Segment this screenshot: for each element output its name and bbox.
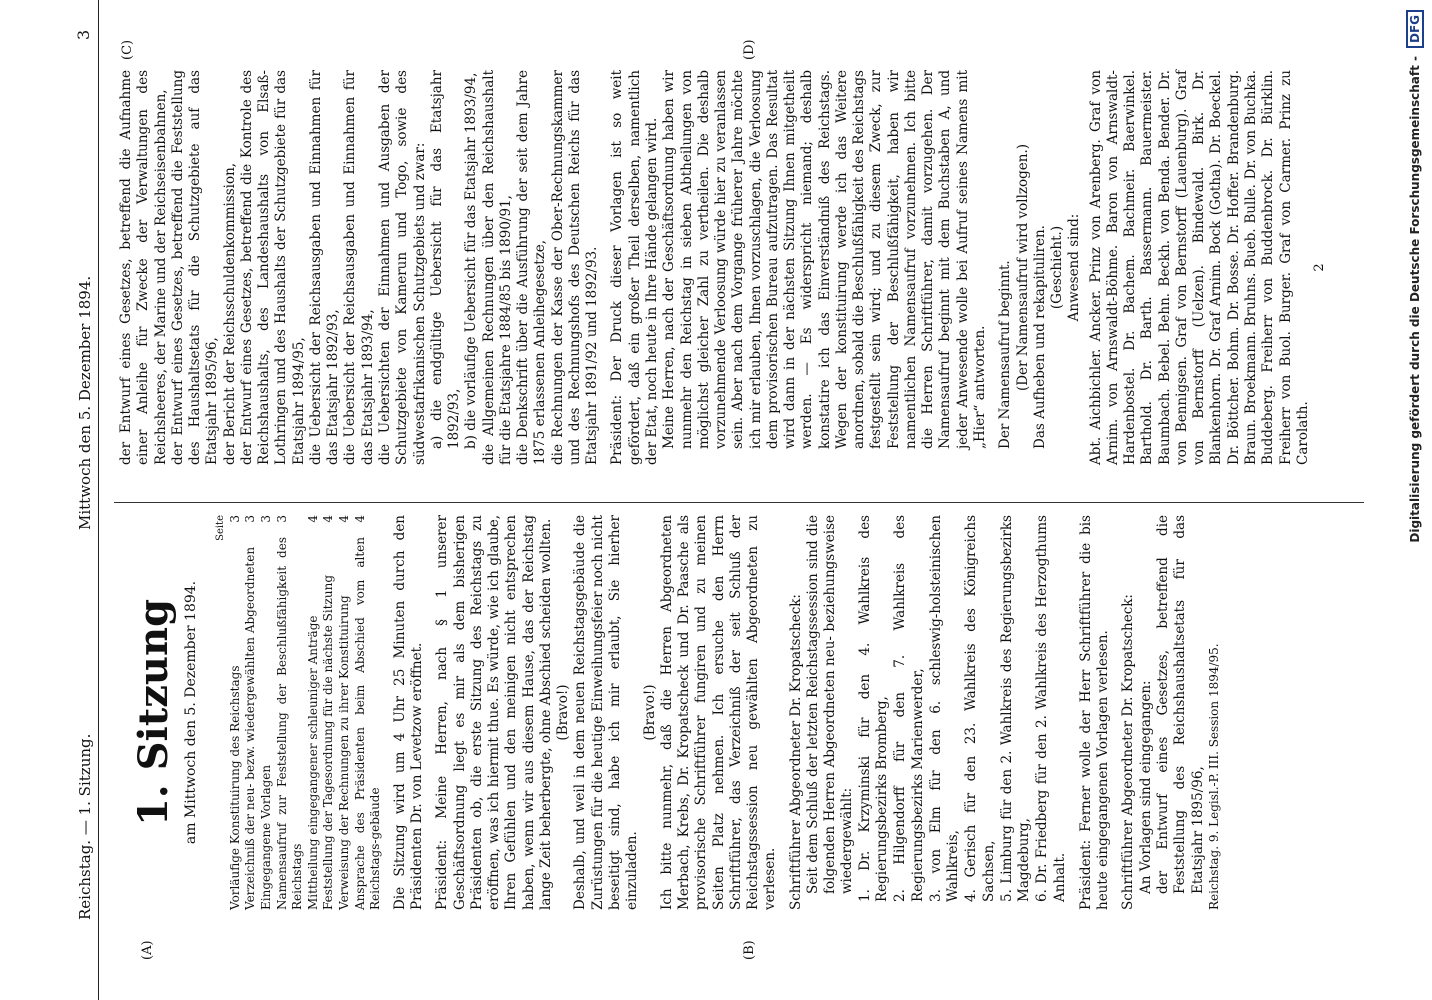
list-item: 1. Dr. Krzyminski für den 4. Wahlkreis des Regierungsbezirks Bromberg, (856, 515, 890, 902)
list-item: die Uebersicht der Reichsausgaben und Einnahmen für das Etatsjahr 1893/94, (342, 70, 376, 465)
list-item: die Uebersichten der Einnahmen und Ausgaben der Schutzgebiete von Kamerun und Togo, sowie des südwestafrikanischen Schutzgebiets und zwar: (376, 70, 428, 465)
page-footer: Reichstag. 9. Legisl.-P. III. Session 1894/95. (1206, 643, 1221, 910)
session-date: am Mittwoch den 5. Dezember 1894. (183, 580, 200, 845)
toc-item: Mittheilung eingegangener schleuniger Anträge 4 (305, 515, 320, 910)
president-speech-2: Präsident: Ferner wolle der Herr Schriftführer die bis heute eingegangenen Vorlagen verlesen. (1077, 515, 1112, 910)
paragraph-2: Deshalb, und weil in dem neuen Reichstagsgebäude die Zurüstungen für die heutige Einweihungsfeier noch nicht beseitigt sind, habe ich mir erlaubt, Sie hierher einzuladen. (572, 515, 641, 910)
secretary-speaker-1: Schriftführer Abgeordneter Dr. Kropatscheck: (787, 594, 804, 910)
list-item: 5. Limburg für den 2. Wahlkreis des Regierungsbezirks Magdeburg, (998, 515, 1033, 902)
secretary-item-2: der Entwurf eines Gesetzes, betreffend die Feststellung des Reichshaushaltsetats für das Etatsjahr 1895/96, (1154, 515, 1206, 894)
list-item: die Rechnungen der Kasse der Ober-Rechnungskammer und des Rechnungshofs des Deutschen Reichs für das Etatsjahr 1891/92 und 1892/93. (549, 70, 601, 465)
bravo-note: (Bravo!) (555, 684, 572, 741)
list-item: der Bericht der Reichsschuldenkommission, (221, 162, 238, 465)
list-item: 6. Dr. Friedberg für den 2. Wahlkreis des Herzogthums Anhalt. (1034, 515, 1068, 902)
president-speech-3: Präsident: Der Druck dieser Vorlagen ist so weit gefördert, daß ein großer Theil derselben, namentlich der Etat, noch heute in Ihre Hände gelangen wird. (609, 70, 660, 465)
recap-note: Das Aufheben und rekapituliren. (1031, 225, 1048, 449)
margin-mark-d: (D) (742, 39, 757, 60)
opening-paragraph: Die Sitzung wird um 4 Uhr 25 Minuten durch den Präsidenten Dr. von Levetzow eröffnet. (391, 515, 426, 910)
secretary-speaker-2: Schriftführer Abgeordneter Dr. Kropatscheck: (1120, 594, 1137, 910)
margin-mark-c: (C) (120, 39, 135, 60)
list-item: 3. von Elm für den 6. schleswig-holsteinischen Wahlkreis, (927, 515, 962, 902)
present-heading: Anwesend sind: (1066, 213, 1083, 322)
list-item: die Allgemeinen Rechnungen über den Reichshaushalt für die Etatsjahre 1884/85 bis 1890/91, (480, 70, 514, 465)
list-item: der Entwurf eines Gesetzes, betreffend die Feststellung des Haushaltsetats für die Schutzgebiete auf das Etatsjahr 1895/96, (169, 70, 221, 465)
left-column (118, 515, 1222, 910)
dfg-logo: DFG (1406, 10, 1424, 48)
paragraph-3: Ich bitte nunmehr, daß die Herren Abgeordneten Merbach, Krebs, Dr. Kropatscheck und Dr. Paasche als provisorische Schriftführer fungiren und zu meinen Seiten Platz nehmen. Ich ersuche den Herrn Schriftführer, das Verzeichniß der seit Schluß der Reichstagssession neu gewählten Abgeordneten zu verlesen. (658, 515, 779, 910)
header-left: Reichstag. — 1. Sitzung. (76, 733, 94, 920)
list-item: a) die endgültige Uebersicht für das Etatsjahr 1892/93, (428, 70, 463, 449)
column-divider (114, 502, 1364, 503)
list-item: 2. Hilgendorff für den 7. Wahlkreis des Regierungsbezirks Marienwerder, (892, 515, 926, 902)
secretary-text-2: An Vorlagen sind eingegangen: (1137, 680, 1154, 894)
bills-list (118, 70, 601, 465)
table-of-contents (228, 515, 384, 910)
toc-item: Ansprache des Präsidenten beim Abschied vom alten Reichstags-gebäude 4 (352, 515, 383, 910)
secretary-text-1: Seit dem Schluß der letzten Reichstagssession sind die folgenden Herren Abgeordneten neu- beziehungsweise wiedergewählt: (804, 515, 856, 894)
dfg-notice-strip (1398, 0, 1432, 1000)
toc-item: Vorläufige Konstituirung des Reichstags 3 (227, 515, 242, 910)
list-item: die Denkschrift über die Ausführung der seit dem Jahre 1875 erlassenen Anleihegesetze, (515, 70, 549, 465)
roll-call-begins: Der Namensaufruf beginnt. (997, 260, 1014, 449)
list-item: 4. Gerisch für den 23. Wahlkreis des Königreichs Sachsen, (963, 515, 997, 902)
attendee-list: Abt. Aichbichler. Ancker. Prinz von Arenberg. Graf von Arnim. von Arnswaldt-Böhme. Baron von Arnswaldt-Hardenbostel. Dr. Bachem. Bachmeir. Baerwinkel. Barthold. Dr. Barth. Bassermann. Bauermeister. Baumbach. Bebel. Behn. Beckh. von Benda. Bender. Dr. von Bennigsen. Graf von Bernstorff (Lauenburg). Graf von Bernstorff (Uelzen). Bindewald. Birk. Dr. Blankenhorn. Dr. Graf Arnim. Bock (Gotha). Dr. Boeckel. Dr. Böttcher. Bohm. Dr. Bosse. Dr. Hoffer. Brandenburg. Braun. Broekmann. Bruhns. Bueb. Bulle. Dr. von Buchka. Buddeberg. Freiherr von Buddenbrock. Dr. Bürklin. Freiherr von Buol. Burger. Graf von Carmer. Prinz zu Carolath. (1087, 70, 1311, 465)
bravo-note-2: (Bravo!) (641, 684, 658, 741)
list-item: der Entwurf eines Gesetzes, betreffend die Kontrole des Reichshaushalts, des Landeshaushalts von Elsaß-Lothringen und des Haushalts der Schutzgebiete für das Etatsjahr 1894/95, (238, 70, 307, 465)
toc-item: Verzeichniß der neu- bezw. wiedergewählten Abgeordneten 3 (243, 515, 258, 910)
bell-note: (Geschieht.) (1049, 225, 1066, 310)
president-speech-1: Präsident: Meine Herren, nach § 1 unserer Geschäftsordnung liegt es mir als dem bisherigen Präsidenten ob, die erste Sitzung des Reichstags zu eröffnen, was ich hiermit thue. Es würde, wie ich glaube, Ihren Gefühlen und den meinigen nicht entsprechen haben, wenn wir aus diesem Hause, das der Reichstag lange Zeit beherbergte, ohne Abschied scheiden wollten. (434, 515, 554, 910)
toc-item: Feststellung der Tagesordnung für die nächste Sitzung 4 (321, 515, 336, 910)
dfg-notice: Digitalisierung gefördert durch die Deutsche Forschungsgemeinschaft - (1408, 56, 1422, 543)
elected-list (857, 515, 1069, 910)
list-item: der Entwurf eines Gesetzes, betreffend die Aufnahme einer Anleihe für Zwecke der Verwaltungen des Reichsheeres, der Marine und der Reichseisenbahnen, (118, 70, 169, 465)
page-header (72, 0, 99, 1000)
session-title: 1. Sitzung (130, 598, 177, 827)
margin-mark-a: (A) (140, 940, 155, 960)
page-number: 3 (74, 29, 93, 40)
toc-item: Verweisung der Rechnungen zu ihrer Konstituirung 4 (337, 515, 352, 910)
header-right: Mittwoch den 5. Dezember 1894. (76, 275, 94, 530)
roll-call-done: (Der Namensaufruf wird vollzogen.) (1014, 143, 1031, 392)
list-item: die Uebersicht der Reichsausgaben und Einnahmen für das Etatsjahr 1892/93, (307, 70, 342, 465)
toc-item: Namensaufruf zur Feststellung der Beschlußfähigkeit des Reichstags 3 (274, 515, 305, 910)
list-item: b) die vorläufige Uebersicht für das Etatsjahr 1893/94, (463, 72, 480, 449)
right-column (118, 70, 1329, 465)
president-speech-4: Meine Herren, nach der Geschäftsordnung haben wir nunmehr den Reichstag in sieben Abtheilungen von möglichst gleicher Zahl zu vertheilen. Die deshalb vorzunehmende Verloosung würde hier zu veranlassen sein. Aber nach dem Vorgange früherer Jahre möchte ich mir erlauben, Ihnen vorzuschlagen, die Verloosung dem provisorischen Bureau aufzutragen. Das Resultat wird dann in der nächsten Sitzung Ihnen mitgetheilt werden. — Es widerspricht niemand; deshalb konstatire ich das Einverständniß des Reichstags. Wegen der konstituirung werde ich das Weitere anordnen, sobald die Beschlußfähigkeit des Reichstags festgestellt sein wird; und zu diesem Zweck, zur Feststellung der Beschlußfähigkeit, haben wir namentlichen Namensaufruf vorzunehmen. Ich bitte die Herren Schriftführer, damit vorzugehen. Der Namensaufruf beginnt mit dem Buchstaben A, und jeder Anwesende wolle bei Aufruf seines Namens mit „Hier“ antworten. (661, 70, 989, 449)
toc-item: Eingegangene Vorlagen 3 (259, 515, 274, 910)
toc-seite-label: Seite (215, 515, 227, 541)
margin-mark-b: (B) (742, 940, 757, 960)
sheet-mark: 2 (1312, 263, 1328, 272)
